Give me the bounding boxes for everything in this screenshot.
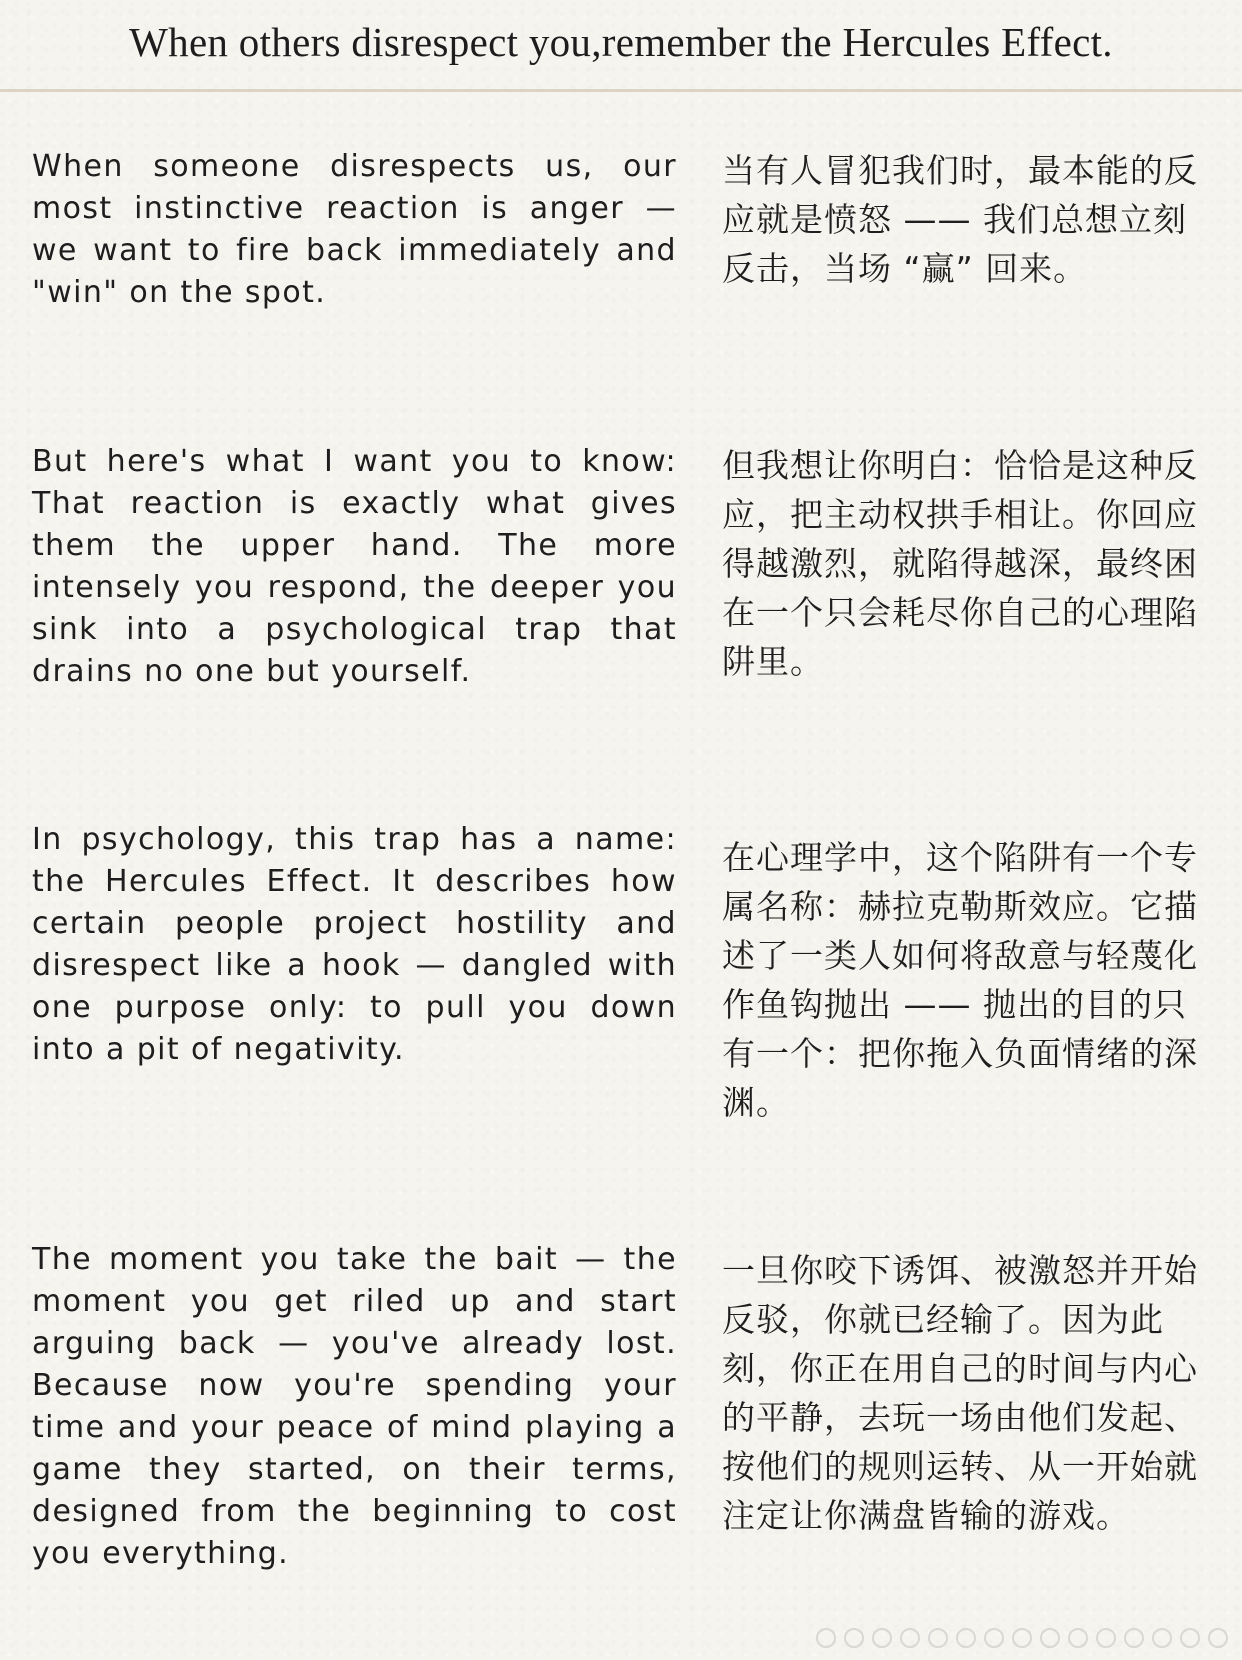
header bbox=[0, 0, 1242, 92]
section-1-english: When someone disrespects us, our most instinctive reaction is anger — we want to fire back immediately and "win" on the spot. bbox=[32, 149, 677, 310]
section-1-chinese: 当有人冒犯我们时，最本能的反应就是愤怒 —— 我们总想立刻反击，当场 “赢” 回来。 bbox=[722, 151, 1198, 288]
section-2-english: But here's what I want you to know: That reaction is exactly what gives them the upper hand. The more intensely you respond, the deeper you sink into a psychological trap that drains no one but yourself. bbox=[32, 444, 677, 689]
section-4-chinese: 一旦你咬下诱饵、被激怒并开始反驳，你就已经输了。因为此刻，你正在用自己的时间与内心的平静，去玩一场由他们发起、按他们的规则运转、从一开始就注定让你满盘皆输的游戏。 bbox=[722, 1251, 1198, 1535]
section-2-chinese: 但我想让你明白：恰恰是这种反应，把主动权拱手相让。你回应得越激烈，就陷得越深，最终困在一个只会耗尽你自己的心理陷阱里。 bbox=[722, 446, 1198, 681]
section-3-english: In psychology, this trap has a name: the Hercules Effect. It describes how certain people project hostility and disrespect like a hook — dangled with one purpose only: to pull you down into a pit of negativity. bbox=[32, 822, 677, 1067]
page-title: When others disrespect you,remember the Hercules Effect. bbox=[129, 19, 1113, 65]
watermark bbox=[816, 1622, 1236, 1654]
section-3-chinese: 在心理学中，这个陷阱有一个专属名称：赫拉克勒斯效应。它描述了一类人如何将敌意与轻蔑化作鱼钩抛出 —— 抛出的目的只有一个：把你拖入负面情绪的深渊。 bbox=[722, 838, 1198, 1122]
section-4-english: The moment you take the bait — the moment you get riled up and start arguing back — you've already lost. Because now you're spending your time and your peace of mind playing a game they started, on their terms, designed from the beginning to cost you everything. bbox=[32, 1242, 677, 1571]
